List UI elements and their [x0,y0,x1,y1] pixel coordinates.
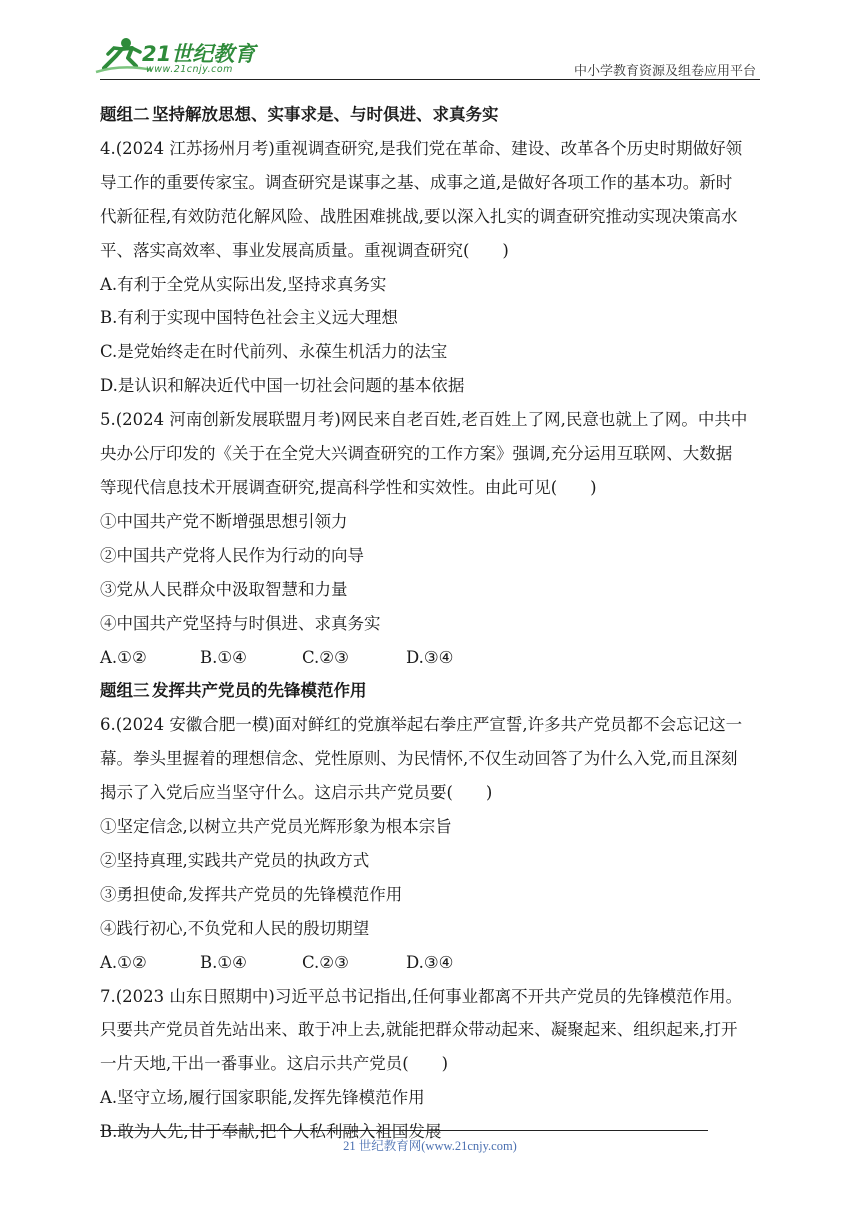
text-line: 央办公厅印发的《关于在全党大兴调查研究的工作方案》强调,充分运用互联网、大数据 [100,444,733,464]
text-line: 幕。拳头里握着的理想信念、党性原则、为民情怀,不仅生动回答了为什么入党,而且深刻 [100,749,738,769]
section-title: 发挥共产党员的先锋模范作用 [152,681,367,701]
answer-options [100,946,770,980]
text-line: ①坚定信念,以树立共产党员光辉形象为根本宗旨 [100,817,452,837]
text-line: ④践行初心,不负党和人民的殷切期望 [100,918,370,938]
text-line: 6.(2024 安徽合肥一模)面对鲜红的党旗举起右拳庄严宣誓,许多共产党员都不会忘记这一 [100,715,743,735]
text-line: 等现代信息技术开展调查研究,提高科学性和实效性。由此可见( ) [100,477,597,497]
text-line: ①中国共产党不断增强思想引领力 [100,511,348,531]
answer-option: C.②③ [302,647,349,667]
text-line: 导工作的重要传家宝。调查研究是谋事之基、成事之道,是做好各项工作的基本功。新时 [100,172,733,192]
page-header [0,0,860,80]
text-line: A.有利于全党从实际出发,坚持求真务实 [100,274,387,294]
answer-option: B.①④ [200,647,247,667]
section-label: 题组三 [100,681,150,701]
section-title: 坚持解放思想、实事求是、与时俱进、求真务实 [152,105,499,124]
text-line: 4.(2024 江苏扬州月考)重视调查研究,是我们党在革命、建设、改革各个历史时期做好领 [100,138,743,158]
answer-option: D.③④ [406,647,454,667]
platform-name: 中小学教育资源及组卷应用平台 [573,64,756,79]
footer-divider [100,1130,708,1131]
answer-option: A.①② [100,647,147,667]
text-line: ③党从人民群众中汲取智慧和力量 [100,579,348,599]
text-line: 平、落实高效率、事业发展高质量。重视调查研究( ) [100,240,509,260]
text-line: ②坚持真理,实践共产党员的执政方式 [100,850,370,870]
answer-option: A.①② [100,952,147,972]
answer-options [100,641,770,675]
text-line: A.坚守立场,履行国家职能,发挥先锋模范作用 [100,1088,425,1108]
logo-text: 21世纪教育 [142,42,256,66]
text-line: ④中国共产党坚持与时俱进、求真务实 [100,613,381,633]
text-line: B.有利于实现中国特色社会主义远大理想 [100,308,398,328]
header-divider [100,79,760,80]
text-line: 只要共产党员首先站出来、敢于冲上去,就能把群众带动起来、凝聚起来、组织起来,打开 [100,1020,738,1040]
section-heading [100,98,770,132]
text-line: 代新征程,有效防范化解风险、战胜困难挑战,要以深入扎实的调查研究推动实现决策高水 [100,206,738,226]
question-body [100,98,770,1149]
text-line: 7.(2023 山东日照期中)习近平总书记指出,任何事业都离不开共产党员的先锋模范作用。 [100,986,743,1006]
text-line: 揭示了入党后应当坚守什么。这启示共产党员要( ) [100,783,493,803]
text-line: ②中国共产党将人民作为行动的向导 [100,545,364,565]
answer-option: C.②③ [302,952,349,972]
text-line: B.敢为人先,甘于奉献,把个人私利融入祖国发展 [100,1122,442,1142]
text-line: 5.(2024 河南创新发展联盟月考)网民来自老百姓,老百姓上了网,民意也就上了网。中共中 [100,410,748,430]
logo-url: www.21cnjy.com [146,64,233,75]
answer-option: B.①④ [200,952,247,972]
answer-option: D.③④ [406,952,454,972]
text-line: ③勇担使命,发挥共产党员的先锋模范作用 [100,884,403,904]
site-logo[interactable] [92,34,262,80]
text-line: D.是认识和解决近代中国一切社会问题的基本依据 [100,376,465,396]
footer-link[interactable]: 21 世纪教育网(www.21cnjy.com) [343,1139,517,1153]
text-line: 一片天地,干出一番事业。这启示共产党员( ) [100,1054,449,1074]
section-label: 题组二 [100,105,150,124]
text-line: C.是党始终走在时代前列、永葆生机活力的法宝 [100,342,448,362]
section-heading [100,674,770,708]
